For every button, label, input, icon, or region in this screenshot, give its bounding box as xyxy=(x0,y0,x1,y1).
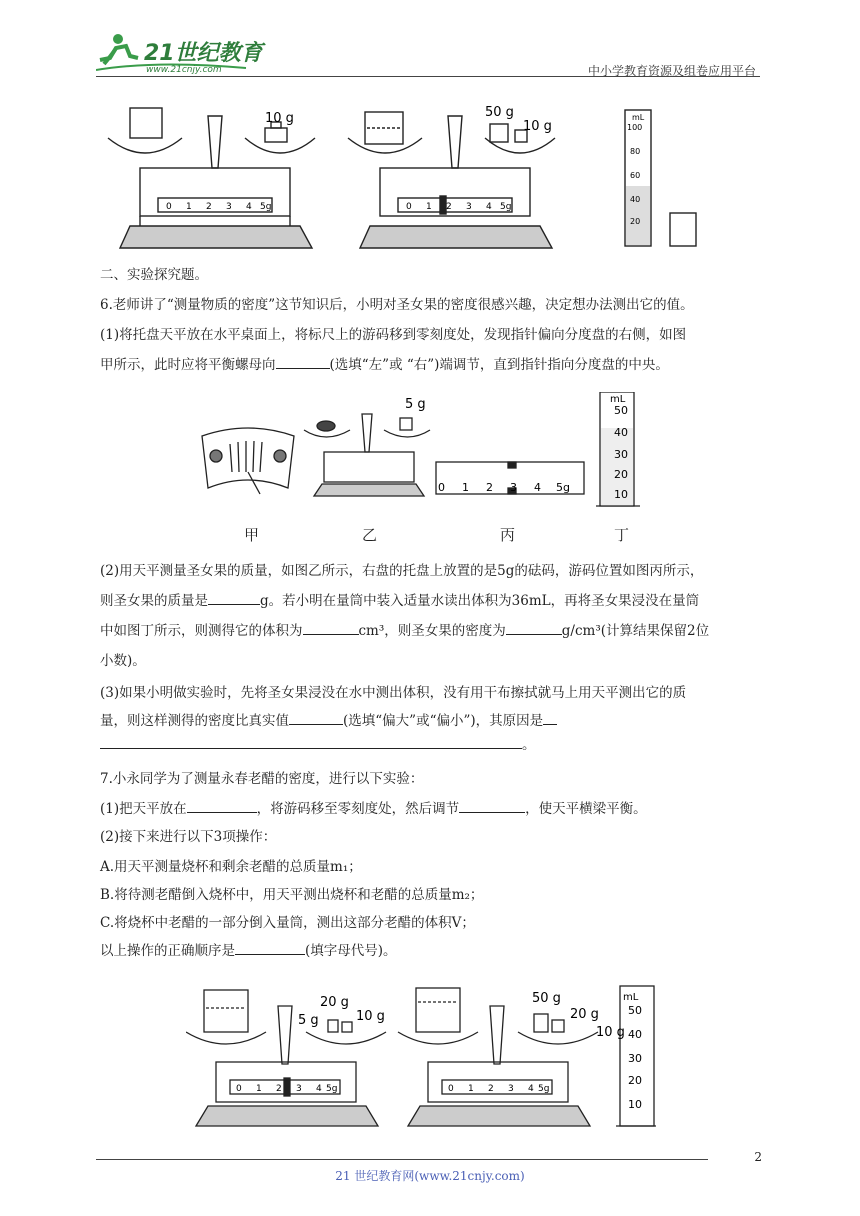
q6-part3-b: 量，则这样测得的密度比真实值 (选填“偏大”或“偏小”)，其原因是 xyxy=(100,712,557,730)
svg-text:0: 0 xyxy=(406,202,412,212)
svg-text:60: 60 xyxy=(630,171,641,180)
page-number: 2 xyxy=(754,1150,762,1164)
dial-jia xyxy=(202,428,294,494)
svg-text:10 g: 10 g xyxy=(265,111,294,126)
top-figures xyxy=(100,98,740,258)
svg-text:0: 0 xyxy=(438,481,445,494)
svg-text:1: 1 xyxy=(426,202,432,212)
svg-text:20 g: 20 g xyxy=(570,1007,599,1022)
svg-text:5g: 5g xyxy=(260,202,272,212)
label-jia: 甲 xyxy=(244,526,260,544)
svg-text:1: 1 xyxy=(256,1084,262,1094)
svg-text:40: 40 xyxy=(628,1028,642,1041)
q7-option-c: C.将烧杯中老醋的一部分倒入量筒，测出这部分老醋的体积V； xyxy=(100,915,475,931)
q6-part1-b: 甲所示，此时应将平衡螺母向 (选填“左”或 “右”)端调节，直到指针指向分度盘的中央。 xyxy=(100,357,669,373)
svg-text:10 g: 10 g xyxy=(596,1025,625,1040)
svg-text:5 g: 5 g xyxy=(405,397,426,412)
svg-text:0: 0 xyxy=(166,202,172,212)
svg-text:50 g: 50 g xyxy=(485,105,514,120)
svg-text:4: 4 xyxy=(486,202,492,212)
svg-text:20: 20 xyxy=(614,468,628,481)
svg-text:30: 30 xyxy=(614,448,628,461)
svg-text:50 g: 50 g xyxy=(532,991,561,1006)
svg-text:1: 1 xyxy=(462,481,469,494)
svg-text:4: 4 xyxy=(528,1084,534,1094)
svg-text:40: 40 xyxy=(614,426,628,439)
svg-text:10 g: 10 g xyxy=(523,119,552,134)
answer-blank[interactable] xyxy=(276,356,330,369)
svg-text:0: 0 xyxy=(448,1084,454,1094)
balance-yi xyxy=(304,414,430,496)
svg-text:3: 3 xyxy=(296,1084,302,1094)
svg-text:3: 3 xyxy=(510,481,517,494)
q6-stem: 6.老师讲了“测量物质的密度”这节知识后，小明对圣女果的密度很感兴趣，决定想办法测出它的值。 xyxy=(100,297,694,313)
label-yi: 乙 xyxy=(362,526,378,544)
svg-text:3: 3 xyxy=(226,202,232,212)
q7-option-a: A.用天平测量烧杯和剩余老醋的总质量m₁； xyxy=(100,859,362,875)
label-ding: 丁 xyxy=(614,526,630,544)
q6-part2-c: 中如图丁所示，则测得它的体积为 cm³，则圣女果的密度为 g/cm³(计算结果保留2位 xyxy=(100,623,710,639)
answer-blank[interactable] xyxy=(289,712,343,725)
answer-blank-long[interactable] xyxy=(100,736,522,749)
q7-part1: (1)把天平放在 ，将游码移至零刻度处，然后调节 ，使天平横梁平衡。 xyxy=(100,801,647,817)
q6-part3-c: 。 xyxy=(100,736,536,754)
label-bing: 丙 xyxy=(500,526,516,544)
answer-blank[interactable] xyxy=(506,622,562,635)
platform-name: 中小学教育资源及组卷应用平台 xyxy=(587,64,756,78)
footer-rule xyxy=(96,1159,708,1160)
q7-stem: 7.小永同学为了测量永春老醋的密度，进行以下实验： xyxy=(100,771,424,787)
svg-text:2: 2 xyxy=(276,1084,282,1094)
answer-blank[interactable] xyxy=(235,942,305,955)
svg-text:50: 50 xyxy=(628,1004,642,1017)
svg-text:10: 10 xyxy=(614,488,628,501)
svg-text:mL: mL xyxy=(623,992,639,1003)
svg-text:mL: mL xyxy=(610,394,626,405)
svg-text:100: 100 xyxy=(627,123,643,132)
balance-1 xyxy=(108,108,315,248)
q6-part2-b: 则圣女果的质量是 g。若小明在量筒中装入适量水读出体积为36mL，再将圣女果浸没在量筒 xyxy=(100,593,700,609)
answer-blank[interactable] xyxy=(187,800,257,813)
q7-option-b: B.将待测老醋倒入烧杯中，用天平测出烧杯和老醋的总质量m₂； xyxy=(100,887,484,903)
q7-order: 以上操作的正确顺序是 (填字母代号)。 xyxy=(100,943,397,959)
runner-logo-icon xyxy=(96,30,266,76)
svg-text:20 g: 20 g xyxy=(320,995,349,1010)
svg-text:10 g: 10 g xyxy=(356,1009,385,1024)
footer-site[interactable]: 21 世纪教育网(www.21cnjy.com) xyxy=(335,1169,525,1183)
svg-text:2: 2 xyxy=(488,1084,494,1094)
svg-text:0: 0 xyxy=(236,1084,242,1094)
svg-text:50: 50 xyxy=(614,404,628,417)
q6-part1-a: (1)将托盘天平放在水平桌面上，将标尺上的游码移到零刻度处，发现指针偏向分度盘的右侧，如图 xyxy=(100,327,687,343)
svg-text:2: 2 xyxy=(446,202,452,212)
logo-title: 21世纪教育 xyxy=(144,41,263,66)
svg-text:3: 3 xyxy=(466,202,472,212)
answer-blank[interactable] xyxy=(459,800,525,813)
answer-blank[interactable] xyxy=(543,712,557,725)
svg-text:2: 2 xyxy=(486,481,493,494)
svg-text:30: 30 xyxy=(628,1052,642,1065)
svg-text:5g: 5g xyxy=(326,1084,338,1094)
q6-figures xyxy=(200,392,670,516)
svg-text:80: 80 xyxy=(630,147,641,156)
svg-text:5 g: 5 g xyxy=(298,1013,319,1028)
q7-part2: (2)接下来进行以下3项操作： xyxy=(100,829,277,845)
svg-text:1: 1 xyxy=(186,202,192,212)
svg-text:4: 4 xyxy=(316,1084,322,1094)
logo-url: www.21cnjy.com xyxy=(146,65,222,75)
svg-text:10: 10 xyxy=(628,1098,642,1111)
svg-text:1: 1 xyxy=(468,1084,474,1094)
q7-figures xyxy=(186,984,656,1134)
answer-blank[interactable] xyxy=(303,622,359,635)
svg-text:5g: 5g xyxy=(556,481,570,494)
q6-part3-a: (3)如果小明做实验时，先将圣女果浸没在水中测出体积，没有用干布擦拭就马上用天平测出它的质 xyxy=(100,685,687,701)
balance-q7-2 xyxy=(398,988,598,1126)
site-logo xyxy=(96,30,266,80)
svg-text:40: 40 xyxy=(630,195,641,204)
q6-part2-d: 小数)。 xyxy=(100,653,146,669)
answer-blank[interactable] xyxy=(208,592,260,605)
svg-text:5g: 5g xyxy=(500,202,512,212)
svg-text:4: 4 xyxy=(246,202,252,212)
svg-text:3: 3 xyxy=(508,1084,514,1094)
svg-text:5g: 5g xyxy=(538,1084,550,1094)
svg-text:20: 20 xyxy=(630,217,641,226)
section-title: 二、实验探究题。 xyxy=(100,267,208,283)
header-rule xyxy=(96,76,760,77)
q6-part2-a: (2)用天平测量圣女果的质量，如图乙所示，右盘的托盘上放置的是5g的砝码，游码位置如图丙所示， xyxy=(100,563,704,579)
svg-text:4: 4 xyxy=(534,481,541,494)
svg-text:20: 20 xyxy=(628,1074,642,1087)
svg-text:mL: mL xyxy=(632,113,645,122)
svg-text:2: 2 xyxy=(206,202,212,212)
